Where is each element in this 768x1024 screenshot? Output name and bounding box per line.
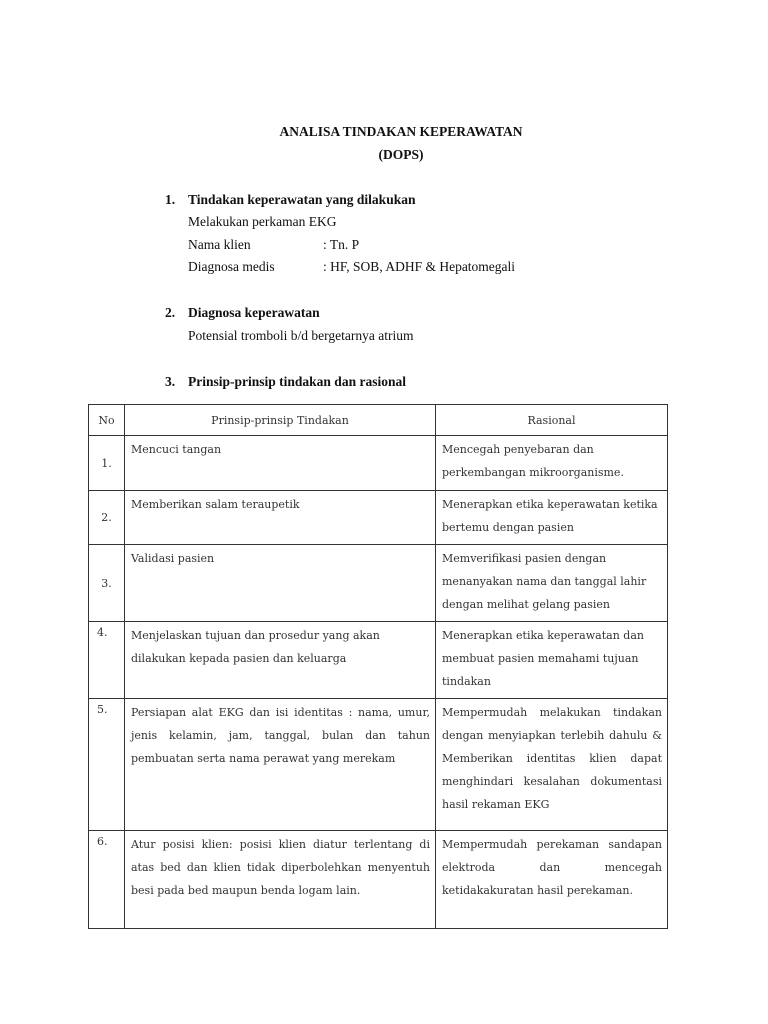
- medical-diagnosis-value: : HF, SOB, ADHF & Hepatomegali: [323, 259, 516, 274]
- header-no: No: [89, 405, 125, 436]
- row-principle: Validasi pasien: [125, 545, 436, 622]
- document-title: ANALISA TINDAKAN KEPERAWATAN: [279, 124, 523, 139]
- row-principle: Mencuci tangan: [125, 436, 436, 491]
- header-principle: Prinsip-prinsip Tindakan: [125, 405, 436, 436]
- document-subtitle: (DOPS): [378, 147, 424, 162]
- row-rationale: Memverifikasi pasien dengan menanyakan nama dan tanggal lahir dengan melihat gelang pasien: [436, 545, 668, 622]
- row-rationale: Menerapkan etika keperawatan ketika bertemu dengan pasien: [436, 491, 668, 545]
- row-number: 1.: [89, 436, 125, 491]
- row-principle: Persiapan alat EKG dan isi identitas : nama, umur, jenis kelamin, jam, tanggal, bulan dan tahun pembuatan serta nama perawat yang merekam: [125, 699, 436, 831]
- section-title: Prinsip-prinsip tindakan dan rasional: [188, 374, 406, 389]
- header-rationale: Rasional: [436, 405, 668, 436]
- row-number: 4.: [89, 622, 125, 699]
- section-number: 2.: [165, 305, 176, 320]
- row-rationale: Mempermudah melakukan tindakan dengan menyiapkan terlebih dahulu & Memberikan identitas klien dapat menghindari kesalahan dokumentasi hasil rekaman EKG: [436, 699, 668, 831]
- section-title: Diagnosa keperawatan: [188, 305, 320, 320]
- client-name-label: Nama klien: [188, 237, 251, 252]
- table-row: [89, 436, 668, 491]
- row-principle: Menjelaskan tujuan dan prosedur yang akan dilakukan kepada pasien dan keluarga: [125, 622, 436, 699]
- medical-diagnosis-label: Diagnosa medis: [188, 259, 275, 274]
- row-rationale: Mencegah penyebaran dan perkembangan mikroorganisme.: [436, 436, 668, 491]
- table-row: [89, 622, 668, 699]
- row-principle: Atur posisi klien: posisi klien diatur terlentang di atas bed dan klien tidak diperbolehkan menyentuh besi pada bed maupun benda logam lain.: [125, 831, 436, 929]
- section-number: 3.: [165, 374, 176, 389]
- row-number: 6.: [89, 831, 125, 929]
- row-rationale: Menerapkan etika keperawatan dan membuat pasien memahami tujuan tindakan: [436, 622, 668, 699]
- row-number: 2.: [89, 491, 125, 545]
- row-rationale: Mempermudah perekaman sandapan elektroda dan mencegah ketidakakuratan hasil perekaman.: [436, 831, 668, 929]
- nursing-diagnosis-text: Potensial tromboli b/d bergetarnya atrium: [188, 328, 414, 343]
- medical-diagnosis-row: [188, 259, 516, 275]
- table-header-row: [89, 405, 668, 436]
- table-row: [89, 699, 668, 831]
- row-principle: Memberikan salam teraupetik: [125, 491, 436, 545]
- table-row: [89, 491, 668, 545]
- section-number: 1.: [165, 192, 176, 207]
- row-number: 3.: [89, 545, 125, 622]
- section-title: Tindakan keperawatan yang dilakukan: [188, 192, 416, 207]
- principles-table: [88, 404, 668, 929]
- table-row: [89, 831, 668, 929]
- row-number: 5.: [89, 699, 125, 831]
- client-name-value: : Tn. P: [323, 237, 360, 252]
- client-name-row: [188, 237, 360, 253]
- table-row: [89, 545, 668, 622]
- action-text: Melakukan perkaman EKG: [188, 214, 337, 229]
